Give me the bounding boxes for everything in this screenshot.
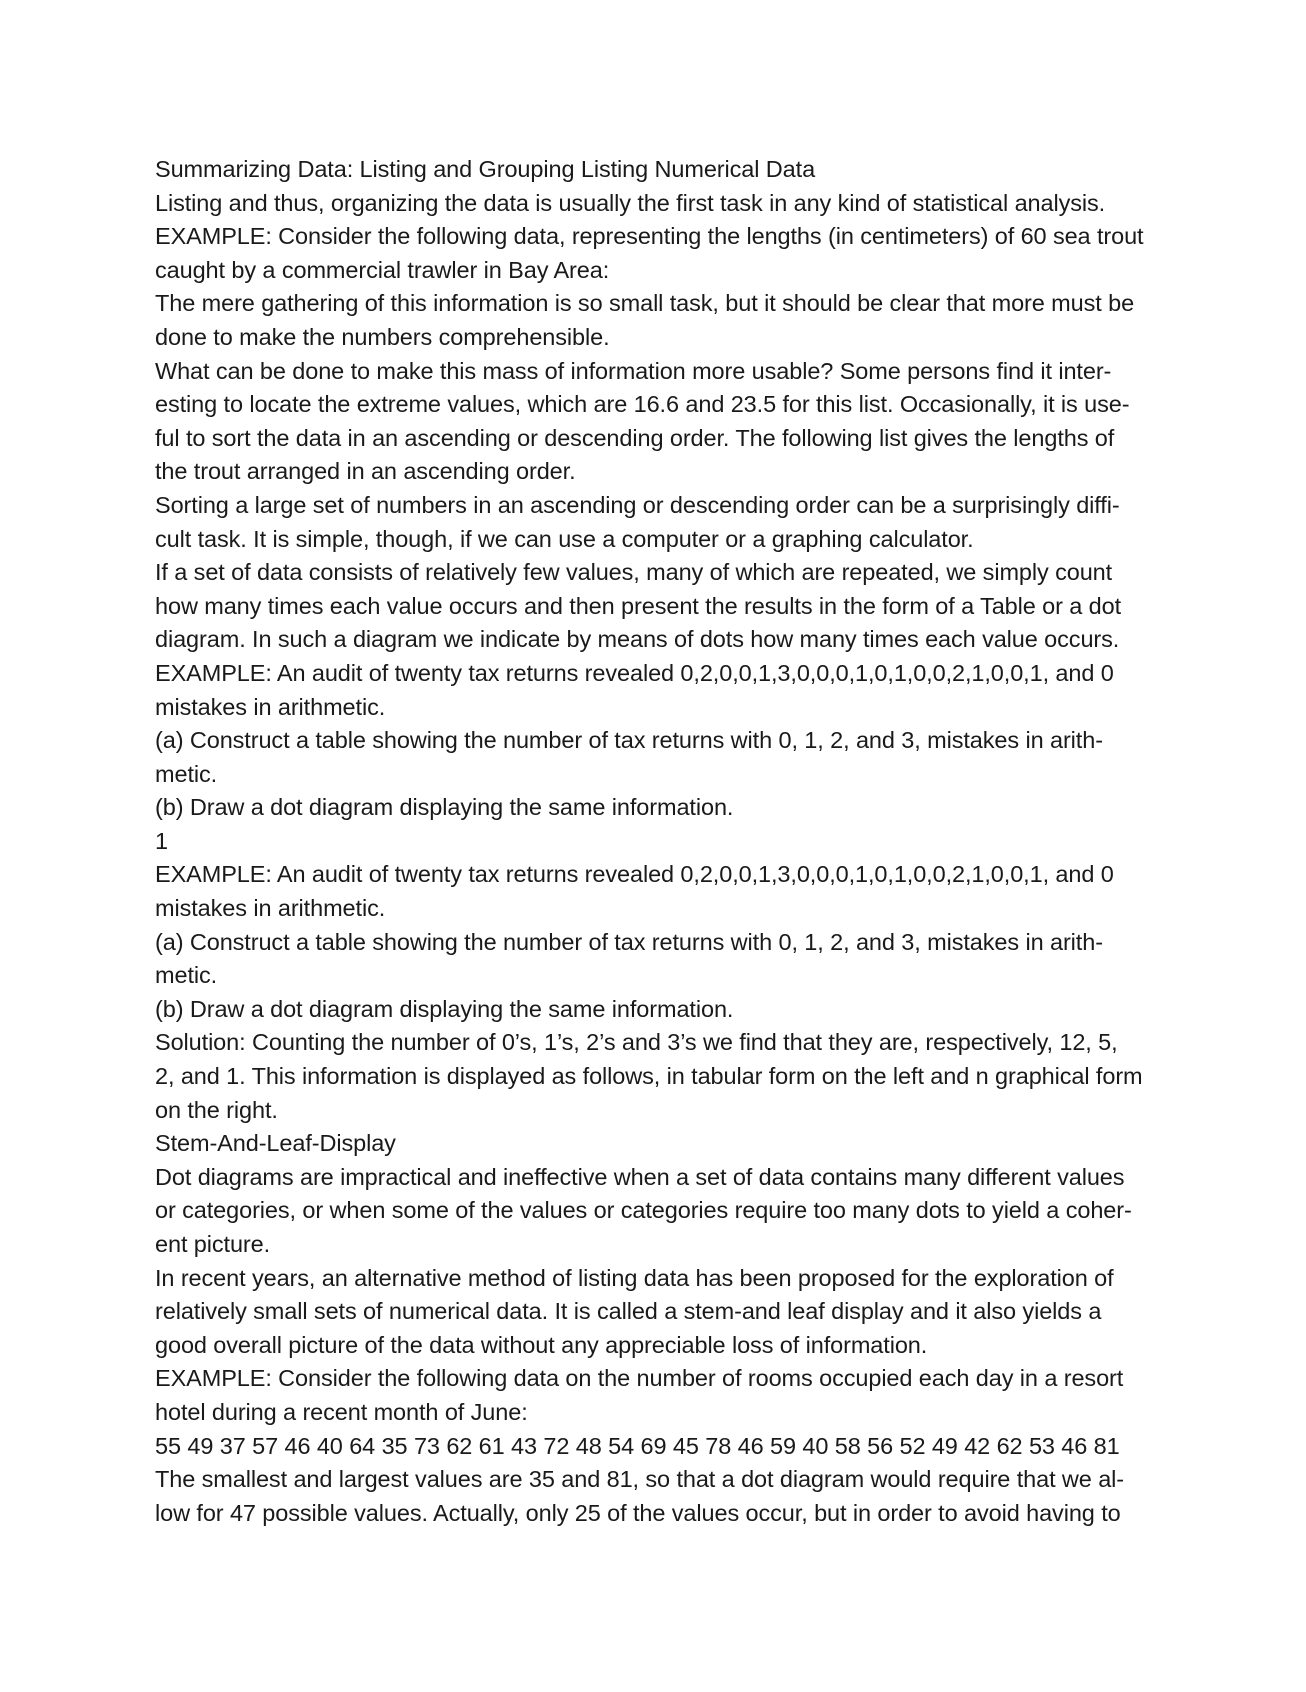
document-body — [155, 153, 1165, 1530]
text-line: (b) Draw a dot diagram displaying the same information. — [155, 995, 734, 1022]
text-line: EXAMPLE: Consider the following data, representing the lengths (in centimeters) of 60 sea trout — [155, 223, 1144, 250]
text-line: on the right. — [155, 1096, 278, 1123]
text-line: how many times each value occurs and then present the results in the form of a Table or a dot — [155, 592, 1122, 619]
text-line: hotel during a recent month of June: — [155, 1398, 528, 1425]
text-line: EXAMPLE: Consider the following data on the number of rooms occupied each day in a resort — [155, 1365, 1124, 1392]
text-line: EXAMPLE: An audit of twenty tax returns revealed 0,2,0,0,1,3,0,0,0,1,0,1,0,0,2,1,0,0,1, and 0 — [155, 861, 1114, 888]
text-line: Dot diagrams are impractical and ineffective when a set of data contains many different values — [155, 1163, 1125, 1190]
text-line: relatively small sets of numerical data. It is called a stem-and leaf display and it also yields a — [155, 1298, 1102, 1325]
text-line: done to make the numbers comprehensible. — [155, 323, 610, 350]
text-line: What can be done to make this mass of information more usable? Some persons find it inter- — [155, 357, 1112, 384]
text-line: mistakes in arithmetic. — [155, 693, 386, 720]
text-line: ful to sort the data in an ascending or descending order. The following list gives the lengths of — [155, 424, 1115, 451]
text-line: 2, and 1. This information is displayed as follows, in tabular form on the left and n graphical form — [155, 1063, 1143, 1090]
text-line: ent picture. — [155, 1231, 271, 1257]
text-line: metic. — [155, 760, 218, 787]
text-line: The mere gathering of this information is so small task, but it should be clear that more must be — [155, 290, 1135, 317]
text-line: mistakes in arithmetic. — [155, 895, 386, 922]
text-line: EXAMPLE: An audit of twenty tax returns revealed 0,2,0,0,1,3,0,0,0,1,0,1,0,0,2,1,0,0,1, and 0 — [155, 659, 1114, 686]
text-line: esting to locate the extreme values, which are 16.6 and 23.5 for this list. Occasionally, it is use- — [155, 391, 1130, 418]
text-line: (b) Draw a dot diagram displaying the same information. — [155, 794, 734, 821]
text-line: Solution: Counting the number of 0’s, 1’s, 2’s and 3’s we find that they are, respectively, 12, 5, — [155, 1029, 1118, 1056]
text-line: In recent years, an alternative method of listing data has been proposed for the exploration of — [155, 1264, 1114, 1291]
page-number: 1 — [155, 827, 168, 854]
text-line: Sorting a large set of numbers in an ascending or descending order can be a surprisingly diffi- — [155, 491, 1120, 518]
text-line: The smallest and largest values are 35 and 81, so that a dot diagram would require that we al- — [155, 1466, 1125, 1493]
section-title: Summarizing Data: Listing and Grouping Listing Numerical Data — [155, 156, 816, 182]
text-line: (a) Construct a table showing the number of tax returns with 0, 1, 2, and 3, mistakes in arith- — [155, 727, 1103, 754]
text-line: Listing and thus, organizing the data is usually the first task in any kind of statistical analysis. — [155, 189, 1106, 216]
text-line: or categories, or when some of the values or categories require too many dots to yield a coher- — [155, 1197, 1132, 1224]
text-line: good overall picture of the data without any appreciable loss of information. — [155, 1331, 928, 1358]
text-line: cult task. It is simple, though, if we can use a computer or a graphing calculator. — [155, 525, 974, 552]
text-line: low for 47 possible values. Actually, only 25 of the values occur, but in order to avoid having to — [155, 1499, 1121, 1526]
text-line: the trout arranged in an ascending order. — [155, 458, 576, 485]
text-line: diagram. In such a diagram we indicate by means of dots how many times each value occurs. — [155, 626, 1120, 653]
text-line: caught by a commercial trawler in Bay Area: — [155, 256, 610, 283]
data-values-line: 55 49 37 57 46 40 64 35 73 62 61 43 72 48 54 69 45 78 46 59 40 58 56 52 49 42 62 53 46 81 — [155, 1432, 1120, 1459]
text-line: metic. — [155, 962, 218, 989]
section-heading: Stem-And-Leaf-Display — [155, 1130, 396, 1157]
text-line: If a set of data consists of relatively few values, many of which are repeated, we simply count — [155, 559, 1113, 586]
text-line: (a) Construct a table showing the number of tax returns with 0, 1, 2, and 3, mistakes in arith- — [155, 928, 1103, 955]
